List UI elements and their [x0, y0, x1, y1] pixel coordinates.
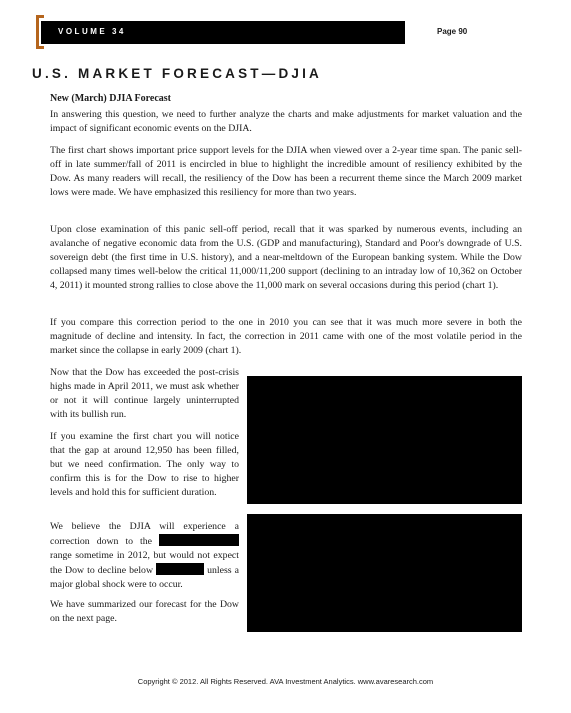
page-number: Page 90: [437, 27, 468, 36]
section-title: U.S. MARKET FORECAST—DJIA: [32, 66, 323, 81]
volume-label: VOLUME 34: [58, 27, 126, 36]
chart-2-redacted: [247, 514, 522, 632]
redacted-range: [159, 534, 239, 546]
forecast-text-1: We believe the DJIA will experience a correction down to the: [50, 521, 239, 547]
paragraph-forecast: [50, 520, 239, 592]
paragraph-gap: If you examine the first chart you will notice that the gap at around 12,950 has been filled, but we need confirmation. The only way to confirm this is for the Dow to rise to higher levels and hold this for sufficient duration.: [50, 431, 239, 498]
footer-copyright: Copyright © 2012. All Rights Reserved. AVA Investment Analytics. www.avaresearch.com: [137, 677, 434, 686]
paragraph-closing: We have summarized our forecast for the Dow on the next page.: [50, 599, 239, 624]
forecast-text-3: unless a major global shock were to occur.: [50, 565, 240, 590]
paragraph-correction: If you compare this correction period to the one in 2010 you can see that it was much more severe in both the magnitude of decline and intensity. In fact, the correction in 2011 came with one of the most volatile period in the market since the collapse in early 2009 (chart 1).: [50, 317, 522, 356]
paragraph-selloff: Upon close examination of this panic sell-off period, recall that it was sparked by numerous events, including an avalanche of negative economic data from the U.S. (GDP and manufacturing), Standard and Poor's downgrade of U.S. sovereign debt (the first time in U.S. history), and a near-meltdown of the European banking system. While the Dow collapsed many times well-below the critical 11,000/11,200 support (declining to an intraday low of 10,362 on October 4, 2011) it mounted strong rallies to close above the 11,000 mark on several occasions during this period (chart 1).: [50, 224, 522, 291]
redacted-level: [156, 563, 204, 575]
forecast-text-2: range sometime in 2012, but would not expect the Dow to decline below: [50, 550, 239, 576]
paragraph-chart-support: The first chart shows important price support levels for the DJIA when viewed over a 2-year time span. The panic sell-off in late summer/fall of 2011 is encircled in blue to highlight the incredible amount of resiliency exhibited by the Dow. As many readers will recall, the resiliency of the Dow has been a recurrent theme since the March 2009 market lows were made. We have emphasized this resiliency for more than two years.: [50, 145, 522, 198]
chart-1-redacted: [247, 376, 522, 504]
paragraph-post-crisis: Now that the Dow has exceeded the post-crisis highs made in April 2011, we must ask whether or not it will continue largely uninterrupted with its bullish run.: [50, 367, 239, 420]
subtitle: New (March) DJIA Forecast: [50, 93, 171, 104]
paragraph-intro: In answering this question, we need to further analyze the charts and make adjustments for market valuation and the impact of significant economic events on the DJIA.: [50, 109, 522, 134]
